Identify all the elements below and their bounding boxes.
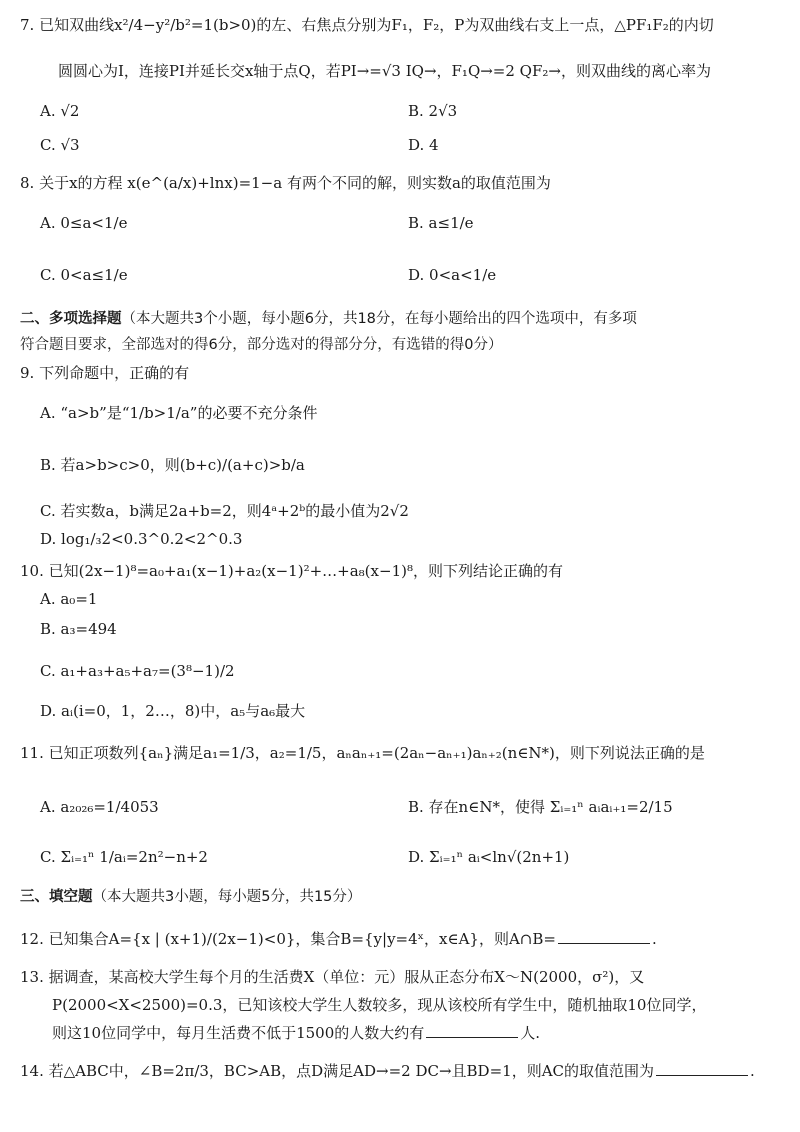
section2-title: 二、多项选择题 <box>20 311 122 327</box>
q13-line2: P(2000<X<2500)=0.3，已知该校大学生人数较多，现从该校所有学生中，随机抽取10位同学， <box>52 996 707 1014</box>
q12-tail: . <box>651 930 657 948</box>
q14-tail: . <box>750 1062 755 1080</box>
q13-line3-wrap <box>52 1022 540 1044</box>
q14-line <box>20 1060 755 1082</box>
q9-option-a: A. “a>b”是“1/b>1/a”的必要不充分条件 <box>40 404 318 422</box>
q9-option-d: D. log₁/₃2<0.3^0.2<2^0.3 <box>40 530 243 548</box>
q13-line3: 则这10位同学中，每月生活费不低于1500的人数大约有 <box>52 1024 425 1042</box>
q7-line2: 圆圆心为I，连接PI并延长交x轴于点Q，若PI→=√3 IQ→，F₁Q→=2 QF₂→，则双曲线的离心率为 <box>58 62 711 80</box>
q12-stem: 12. 已知集合A={x | (x+1)/(2x−1)<0}，集合B={y|y=4ˣ，x∈A}，则A∩B= <box>20 930 556 948</box>
q7-option-c: C. √3 <box>40 136 80 154</box>
q11-stem: 11. 已知正项数列{aₙ}满足a₁=1/3，a₂=1/5，aₙaₙ₊₁=(2aₙ−aₙ₊₁)aₙ₊₂(n∈N*)，则下列说法正确的是 <box>20 744 705 762</box>
q8-option-a: A. 0≤a<1/e <box>40 214 128 232</box>
q10-option-d: D. aᵢ(i=0，1，2…，8)中，a₅与a₆最大 <box>40 702 306 720</box>
q11-option-d: D. Σᵢ₌₁ⁿ aᵢ<ln√(2n+1) <box>408 848 570 866</box>
q12-answer-blank[interactable] <box>558 929 650 944</box>
q8-stem: 8. 关于x的方程 x(e^(a/x)+lnx)=1−a 有两个不同的解，则实数a的取值范围为 <box>20 174 551 192</box>
section2-desc-2: 符合题目要求，全部选对的得6分，部分选对的得部分分，有选错的得0分） <box>20 337 503 353</box>
q8-option-d: D. 0<a<1/e <box>408 266 497 284</box>
section3-header <box>20 886 361 908</box>
q13-line1: 13. 据调查，某高校大学生每个月的生活费X（单位：元）服从正态分布X～N(2000，σ²)，又 <box>20 968 645 986</box>
section2-desc-1: （本大题共3个小题，每小题6分，共18分，在每小题给出的四个选项中，有多项 <box>121 311 637 327</box>
q9-option-c: C. 若实数a，b满足2a+b=2，则4ᵃ+2ᵇ的最小值为2√2 <box>40 502 409 520</box>
q7-option-b: B. 2√3 <box>408 102 458 120</box>
q14-answer-blank[interactable] <box>656 1061 748 1076</box>
q12-line <box>20 928 657 950</box>
q9-stem: 9. 下列命题中，正确的有 <box>20 364 190 382</box>
q9-option-b: B. 若a>b>c>0，则(b+c)/(a+c)>b/a <box>40 456 305 474</box>
q10-option-a: A. a₀=1 <box>40 590 98 608</box>
q7-option-d: D. 4 <box>408 136 439 154</box>
q13-answer-blank[interactable] <box>426 1023 518 1038</box>
q8-option-c: C. 0<a≤1/e <box>40 266 128 284</box>
q13-tail: 人. <box>520 1024 541 1042</box>
q8-option-b: B. a≤1/e <box>408 214 474 232</box>
q14-stem: 14. 若△ABC中，∠B=2π/3，BC>AB，点D满足AD→=2 DC→且BD=1，则AC的取值范围为 <box>20 1062 655 1080</box>
q10-option-c: C. a₁+a₃+a₅+a₇=(3⁸−1)/2 <box>40 662 235 680</box>
q11-option-b: B. 存在n∈N*，使得 Σᵢ₌₁ⁿ aᵢaᵢ₊₁=2/15 <box>408 798 673 816</box>
section2-header <box>20 308 637 330</box>
q7-option-a: A. √2 <box>40 102 80 120</box>
q10-option-b: B. a₃=494 <box>40 620 117 638</box>
section3-title: 三、填空题 <box>20 889 93 905</box>
q7-line1: 7. 已知双曲线x²/4−y²/b²=1(b>0)的左、右焦点分别为F₁，F₂，P为双曲线右支上一点，△PF₁F₂的内切 <box>20 16 714 34</box>
q10-stem: 10. 已知(2x−1)⁸=a₀+a₁(x−1)+a₂(x−1)²+…+a₈(x−1)⁸，则下列结论正确的有 <box>20 562 563 580</box>
q11-option-a: A. a₂₀₂₆=1/4053 <box>40 798 159 816</box>
q11-option-c: C. Σᵢ₌₁ⁿ 1/aᵢ=2n²−n+2 <box>40 848 208 866</box>
section3-desc: （本大题共3小题，每小题5分，共15分） <box>92 889 362 905</box>
